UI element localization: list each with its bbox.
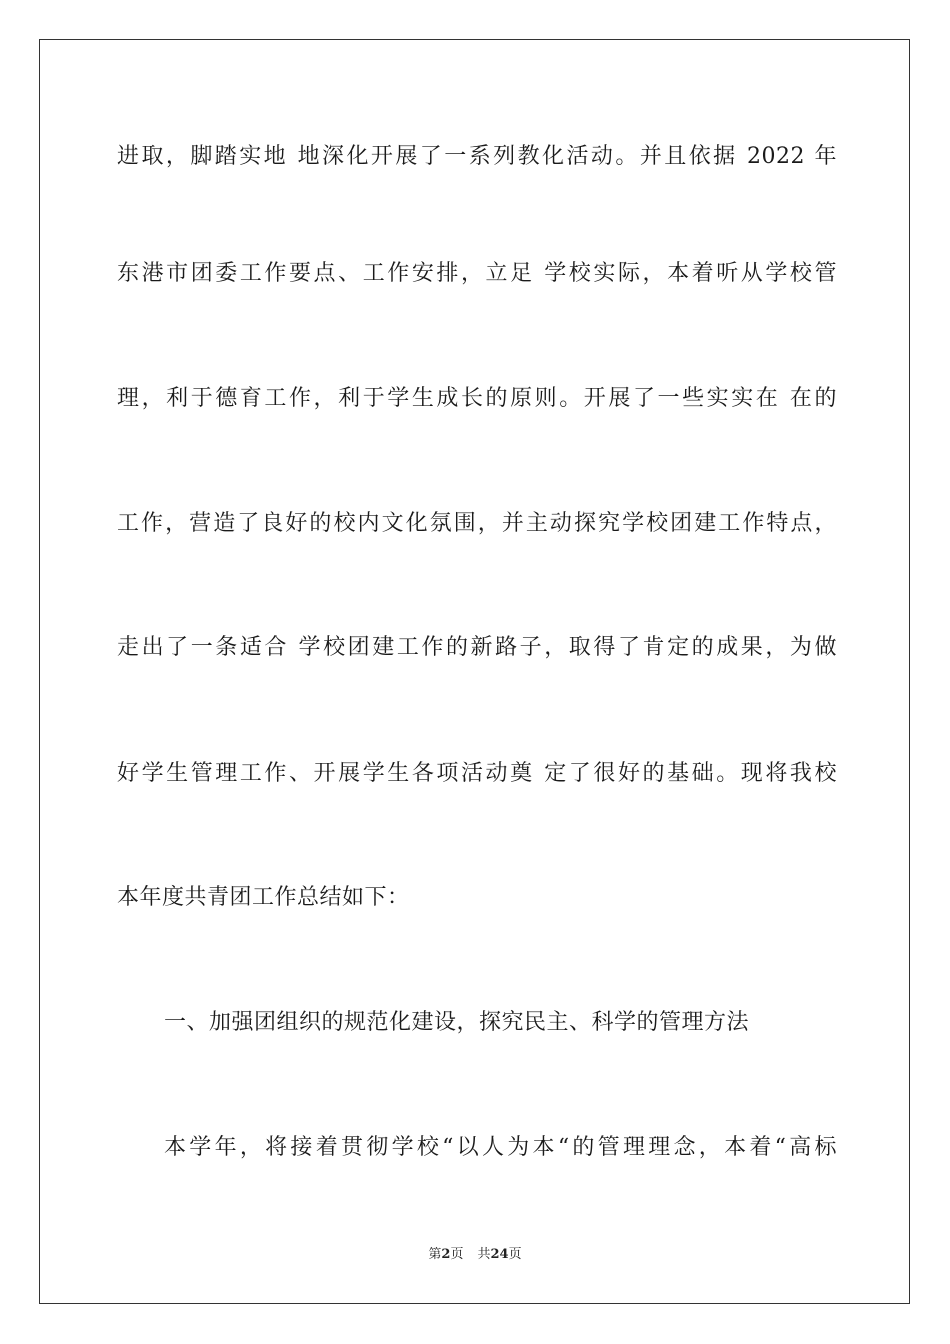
footer-total-suffix: 页	[508, 1247, 522, 1262]
footer-page-suffix: 页	[450, 1247, 464, 1262]
page-border	[39, 39, 910, 1304]
body-line-5: 走出了一条适合 学校团建工作的新路子，取得了肯定的成果，为做	[117, 635, 837, 660]
body-line-2: 东港市团委工作要点、工作安排，立足 学校实际，本着听从学校管	[117, 261, 837, 286]
page-footer	[0, 1246, 950, 1264]
body-line-3: 理，利于德育工作，利于学生成长的原则。开展了一些实实在 在的	[117, 386, 837, 411]
body-line-4: 工作，营造了良好的校内文化氛围，并主动探究学校团建工作特点，	[117, 511, 837, 536]
body-line-6: 好学生管理工作、开展学生各项活动奠 定了很好的基础。现将我校	[117, 761, 837, 786]
body-line-1: 进取，脚踏实地 地深化开展了一系列教化活动。并且依据 2022 年	[117, 144, 837, 169]
footer-page-current: 2	[441, 1247, 451, 1262]
paragraph-start: 本学年，将接着贯彻学校“以人为本“的管理理念，本着“高标	[164, 1135, 837, 1160]
section-heading: 一、加强团组织的规范化建设，探究民主、科学的管理方法	[164, 1010, 750, 1035]
footer-page-prefix: 第	[428, 1247, 442, 1262]
footer-page-total: 24	[490, 1247, 509, 1262]
body-line-7: 本年度共青团工作总结如下：	[117, 885, 410, 910]
footer-total-prefix: 共	[477, 1247, 491, 1262]
